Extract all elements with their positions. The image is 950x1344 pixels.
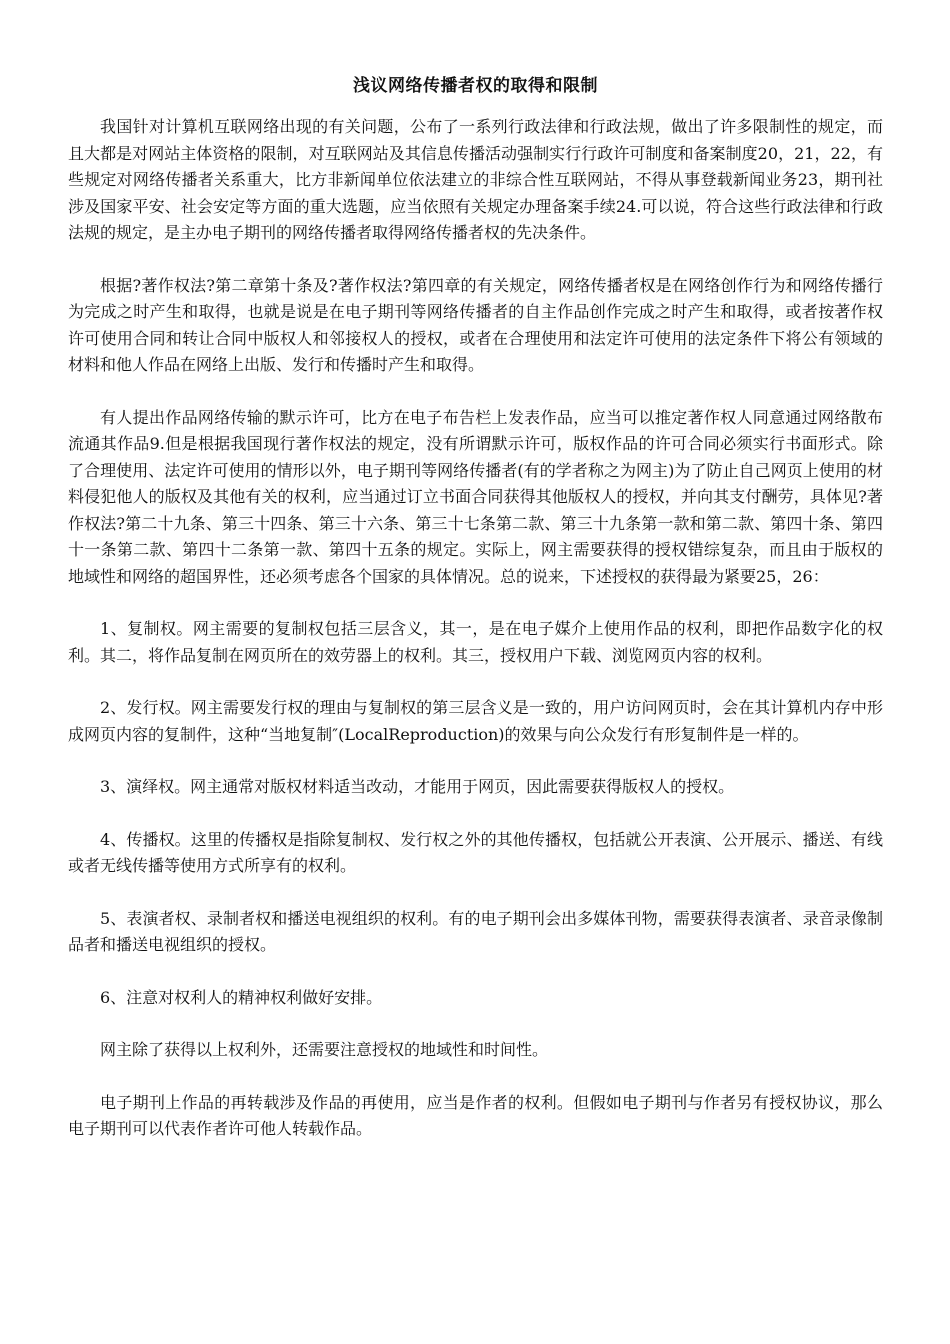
paragraph-moral-rights: 6、注意对权利人的精神权利做好安排。 <box>100 987 383 1007</box>
paragraph-reproduction-right: 1、复制权。网主需要的复制权包括三层含义，其一，是在电子媒介上使用作品的权利，即把作品数字化的权利。其二，将作品复制在网页所在的效劳器上的权利。其三，授权用户下载、浏览网页内容的权利。 <box>68 619 883 665</box>
paragraph-acquisition-basis: 根据?著作权法?第二章第十条及?著作权法?第四章的有关规定，网络传播者权是在网络创作行为和网络传播行为完成之时产生和取得，也就是说是在电子期刊等网络传播者的自主作品创作完成之时产生和取得，或者按著作权许可使用合同和转让合同中版权人和邻接权人的授权，或者在合理使用和法定许可使用的法定条件下将公有领域的材料和他人作品在网络上出版、发行和传播时产生和取得。 <box>68 275 883 374</box>
paragraph-distribution-right: 2、发行权。网主需要发行权的理由与复制权的第三层含义是一致的，用户访问网页时，会在其计算机内存中形成网页内容的复制件，这种“当地复制″(LocalReproduction)的效果与向公众发行有形复制件是一样的。 <box>68 698 883 744</box>
paragraph-territoriality: 网主除了获得以上权利外，还需要注意授权的地域性和时间性。 <box>100 1040 549 1059</box>
paragraph-communication-right: 4、传播权。这里的传播权是指除复制权、发行权之外的其他传播权，包括就公开表演、公开展示、播送、有线或者无线传播等使用方式所享有的权利。 <box>68 829 883 875</box>
paragraph-reprint: 电子期刊上作品的再转载涉及作品的再使用，应当是作者的权利。但假如电子期刊与作者另有授权协议，那么电子期刊可以代表作者许可他人转载作品。 <box>68 1092 883 1138</box>
paragraph-neighboring-rights: 5、表演者权、录制者权和播送电视组织的权利。有的电子期刊会出多媒体刊物，需要获得表演者、录音录像制品者和播送电视组织的授权。 <box>68 908 883 954</box>
paragraph-adaptation-right: 3、演绎权。网主通常对版权材料适当改动，才能用于网页，因此需要获得版权人的授权。 <box>100 777 735 796</box>
document-page <box>68 72 883 1169</box>
document-title: 浅议网络传播者权的取得和限制 <box>353 76 598 96</box>
paragraph-administrative-regulations: 我国针对计算机互联网络出现的有关问题，公布了一系列行政法律和行政法规，做出了许多限制性的规定，而且大都是对网站主体资格的限制，对互联网站及其信息传播活动强制实行行政许可制度和备案制度20，21，22，有些规定对网络传播者关系重大，比方非新闻单位依法建立的非综合性互联网站，不得从事登载新闻业务23，期刊社涉及国家平安、社会安定等方面的重大选题，应当依照有关规定办理备案手续24.可以说，符合这些行政法律和行政法规的规定，是主办电子期刊的网络传播者取得网络传播者权的先决条件。 <box>68 117 883 242</box>
paragraph-implied-license: 有人提出作品网络传输的默示许可，比方在电子布告栏上发表作品，应当可以推定著作权人同意通过网络散布流通其作品9.但是根据我国现行著作权法的规定，没有所谓默示许可，版权作品的许可合同必须实行书面形式。除了合理使用、法定许可使用的情形以外，电子期刊等网络传播者(有的学者称之为网主)为了防止自己网页上使用的材料侵犯他人的版权及其他有关的权利，应当通过订立书面合同获得其他版权人的授权，并向其支付酬劳，具体见?著作权法?第二十九条、第三十四条、第三十六条、第三十七条第二款、第三十九条第一款和第二款、第四十条、第四十一条第二款、第四十二条第一款、第四十五条的规定。实际上，网主需要获得的授权错综复杂，而且由于版权的地域性和网络的超国界性，还必须考虑各个国家的具体情况。总的说来，下述授权的获得最为紧要25，26： <box>68 407 883 586</box>
